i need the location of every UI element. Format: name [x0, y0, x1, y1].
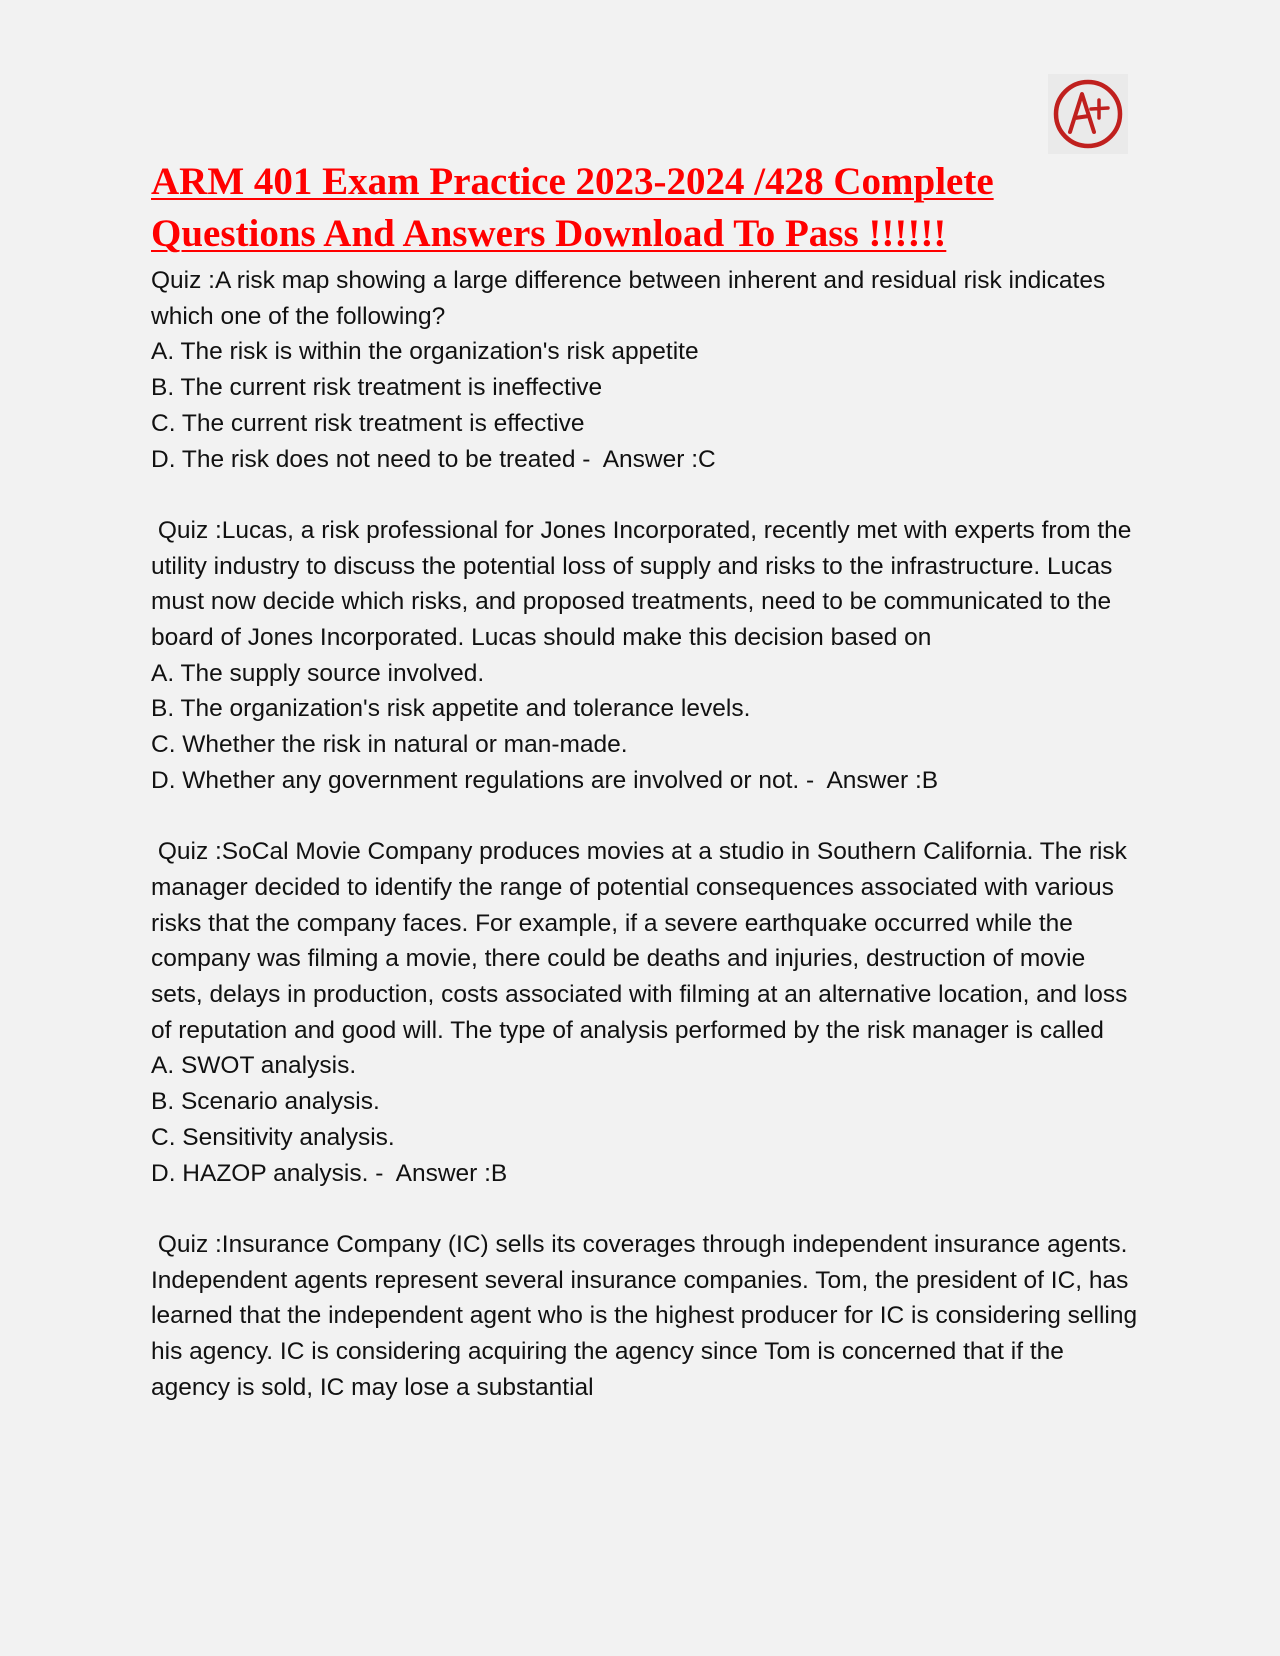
question-text: Quiz :SoCal Movie Company produces movies at a studio in Southern California. The risk manager decided to identify the range of potential consequences associated with various risks that the company faces. For example, if a severe earthquake occurred while the company was filming a movie, there could be deaths and injuries, destruction of movie sets, delays in production, costs associated with filming at an alternative location, and loss of reputation and good will. The type of analysis performed by the risk manager is called	[151, 838, 1135, 1044]
option-c: C. The current risk treatment is effective	[151, 409, 585, 437]
option-a: A. SWOT analysis.	[151, 1052, 357, 1080]
option-c: C. Whether the risk in natural or man-made.	[151, 731, 628, 759]
option-d-answer: D. Whether any government regulations are involved or not. - Answer :B	[151, 766, 939, 794]
option-d-answer: D. The risk does not need to be treated - Answer :C	[151, 445, 716, 473]
question-text: Quiz :Insurance Company (IC) sells its coverages through independent insurance agents. Independent agents represent several insurance companies. Tom, the president of IC, has learned that the independent agent who is the highest producer for IC is considering selling his agency. IC is considering acquiring the agency since Tom is concerned that if the agency is sold, IC may lose a substantial	[151, 1230, 1144, 1401]
question-4	[151, 1227, 1144, 1406]
option-b: B. Scenario analysis.	[151, 1088, 380, 1116]
questions-list	[151, 263, 1144, 1405]
question-text: Quiz :Lucas, a risk professional for Jones Incorporated, recently met with experts from the utility industry to discuss the potential loss of supply and risks to the infrastructure. Lucas must now decide which risks, and proposed treatments, need to be communicated to the board of Jones Incorporated. Lucas should make this decision based on	[151, 516, 1139, 652]
option-a: A. The risk is within the organization's risk appetite	[151, 338, 699, 366]
option-b: B. The current risk treatment is ineffective	[151, 374, 603, 402]
a-plus-stamp-icon	[1048, 74, 1128, 154]
option-a: A. The supply source involved.	[151, 659, 485, 687]
option-b: B. The organization's risk appetite and tolerance levels.	[151, 695, 751, 723]
option-c: C. Sensitivity analysis.	[151, 1123, 395, 1151]
question-2	[151, 513, 1141, 799]
question-text: Quiz :A risk map showing a large difference between inherent and residual risk indicates which one of the following?	[151, 267, 1113, 330]
question-3	[151, 834, 1141, 1191]
document-title: ARM 401 Exam Practice 2023-2024 /428 Complete Questions And Answers Download To Pass !!!!!!	[151, 160, 994, 255]
option-d-answer: D. HAZOP analysis. - Answer :B	[151, 1159, 508, 1187]
question-1	[151, 263, 1141, 477]
grade-a-plus-logo	[1048, 74, 1128, 154]
